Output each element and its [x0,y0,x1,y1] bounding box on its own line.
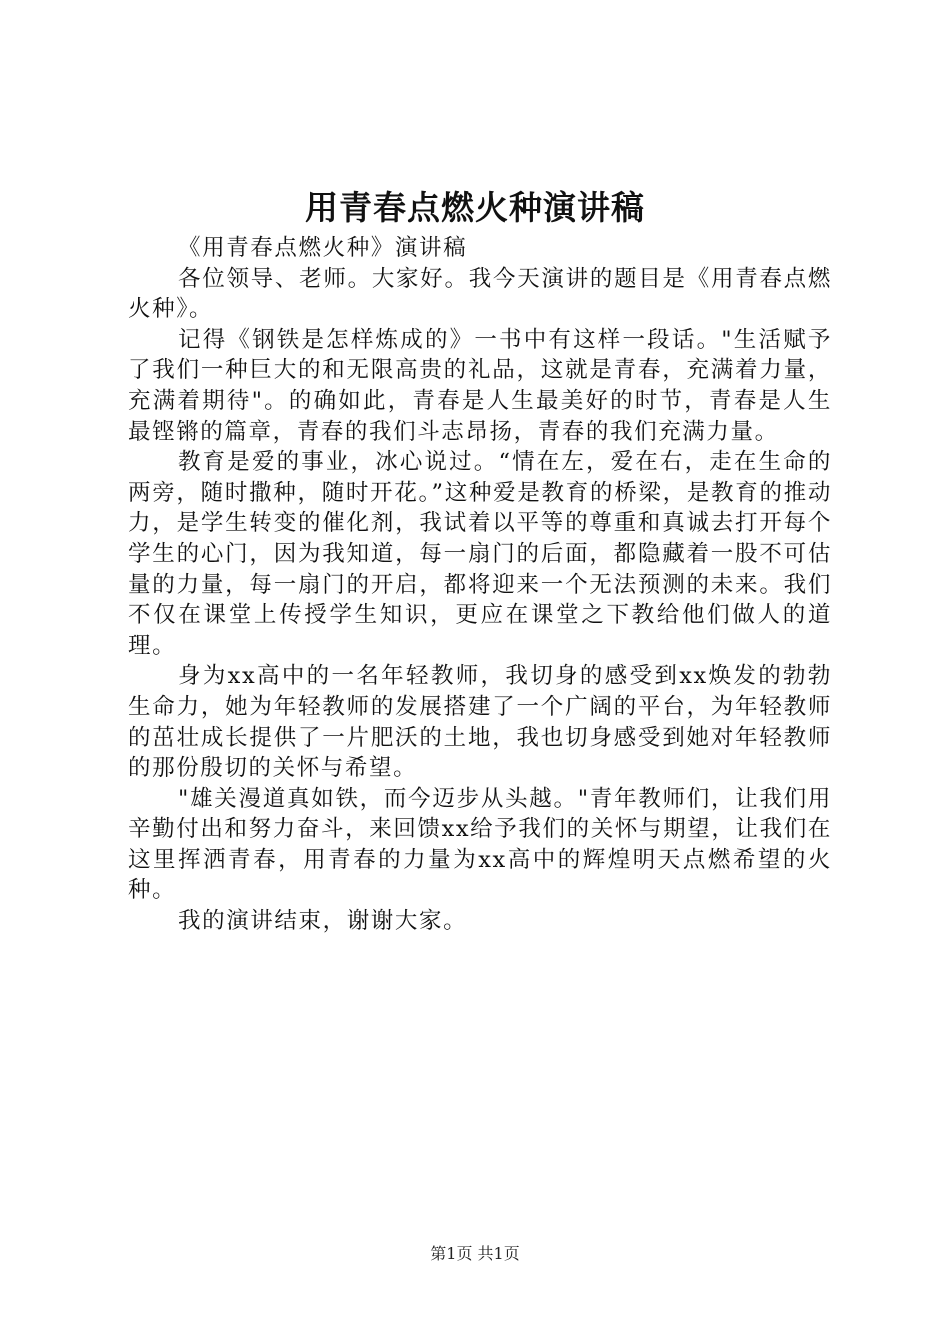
body-paragraph: 身为xx高中的一名年轻教师，我切身的感受到xx焕发的勃勃生命力，她为年轻教师的发展搭建了一个广阔的平台，为年轻教师的茁壮成长提供了一片肥沃的土地，我也切身感受到她对年轻教师的那份殷切的关怀与希望。 [128,663,832,782]
closing-paragraph: 我的演讲结束，谢谢大家。 [178,908,468,935]
document-title: 用青春点燃火种演讲稿 [305,188,645,227]
body-paragraph: 教育是爱的事业，冰心说过。“情在左，爱在右，走在生命的两旁，随时撒种，随时开花。”这种爱是教育的桥梁，是教育的推动力，是学生转变的催化剂，我试着以平等的尊重和真诚去打开每个学生的心门，因为我知道，每一扇门的后面，都隐藏着一股不可估量的力量，每一扇门的开启，都将迎来一个无法预测的未来。我们不仅在课堂上传授学生知识，更应在课堂之下教给他们做人的道理。 [128,449,832,659]
subtitle-paragraph: 《用青春点燃火种》演讲稿 [178,235,468,261]
document-body [128,233,832,937]
body-paragraph: "雄关漫道真如铁，而今迈步从头越。"青年教师们，让我们用辛勤付出和努力奋斗，来回馈xx给予我们的关怀与期望，让我们在这里挥洒青春，用青春的力量为xx高中的辉煌明天点燃希望的火种。 [128,785,832,904]
body-paragraph: 记得《钢铁是怎样炼成的》一书中有这样一段话。"生活赋予了我们一种巨大的和无限高贵的礼品，这就是青春，充满着力量，充满着期待"。的确如此，青春是人生最美好的时节，青春是人生最铿锵的篇章，青春的我们斗志昂扬，青春的我们充满力量。 [128,326,832,445]
greeting-paragraph: 各位领导、老师。大家好。我今天演讲的题目是《用青春点燃火种》。 [128,265,832,323]
page-number-footer: 第1页 共1页 [430,1244,520,1263]
